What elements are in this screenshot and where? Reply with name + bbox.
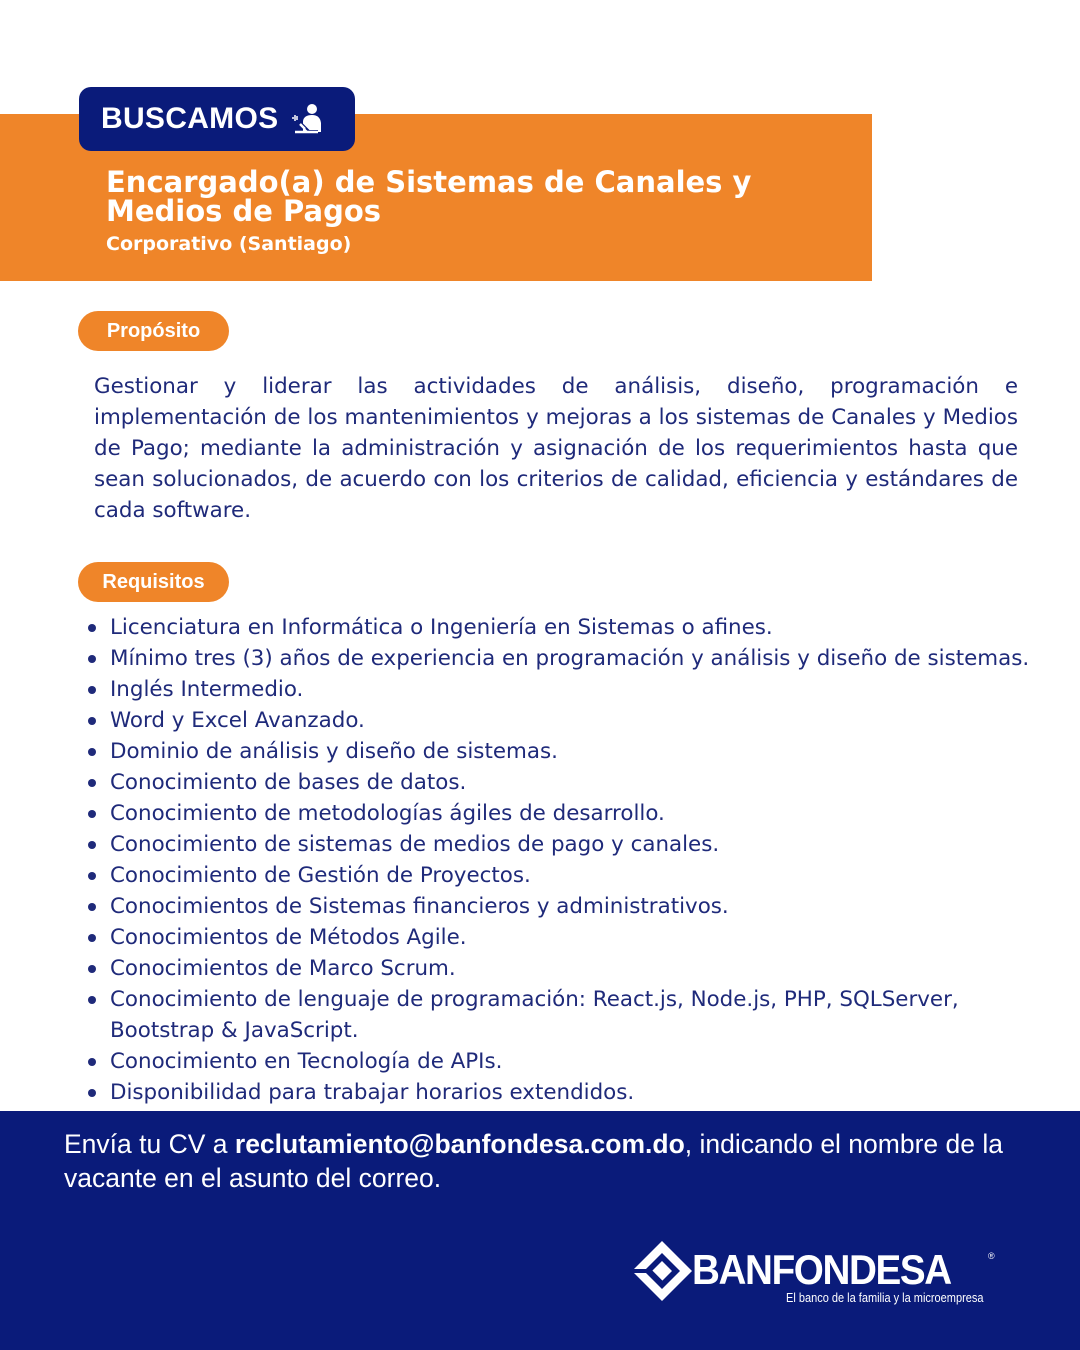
requirement-item: Mínimo tres (3) años de experiencia en programación y análisis y diseño de sistemas. [110, 643, 1050, 674]
footer-band [0, 1111, 1080, 1350]
requirement-item: Conocimiento de metodologías ágiles de desarrollo. [110, 798, 1050, 829]
bullet-dot [88, 996, 96, 1004]
requirement-item: Conocimientos de Métodos Agile. [110, 922, 1050, 953]
bullet-dot [88, 810, 96, 818]
bullet-dot [88, 655, 96, 663]
apply-instructions: Envía tu CV a reclutamiento@banfondesa.com.do, indicando el nombre de la vacante en el asunto del correo. [64, 1129, 1003, 1193]
bullet-dot [88, 1089, 96, 1097]
buscamos-label: BUSCAMOS [101, 102, 279, 135]
bullet-dot [88, 903, 96, 911]
requirement-item: Word y Excel Avanzado. [110, 705, 1050, 736]
job-title: Encargado(a) de Sistemas de Canales y Medios de Pagos [106, 165, 752, 228]
job-location: Corporativo (Santiago) [106, 233, 352, 255]
bullet-dot [88, 748, 96, 756]
bullet-dot [88, 624, 96, 632]
bullet-dot [88, 779, 96, 787]
logo-tagline: El banco de la familia y la microempresa [786, 1291, 984, 1305]
requirement-item: Dominio de análisis y diseño de sistemas. [110, 736, 1050, 767]
bullet-dot [88, 1058, 96, 1066]
requirement-item: Conocimiento de lenguaje de programación: React.js, Node.js, PHP, SQLServer, Bootstrap & JavaScript. [110, 984, 1050, 1046]
requirements-heading: Requisitos [78, 562, 229, 602]
requirement-item: Conocimientos de Sistemas financieros y administrativos. [110, 891, 1050, 922]
requirement-item: Conocimiento de sistemas de medios de pago y canales. [110, 829, 1050, 860]
buscamos-badge [79, 87, 355, 151]
bullet-dot [88, 872, 96, 880]
bullet-dot [88, 686, 96, 694]
requirement-item: Conocimiento de Gestión de Proyectos. [110, 860, 1050, 891]
requirement-item: Licenciatura en Informática o Ingeniería en Sistemas o afines. [110, 612, 1050, 643]
requirement-item: Inglés Intermedio. [110, 674, 1050, 705]
requirement-item: Conocimientos de Marco Scrum. [110, 953, 1050, 984]
requirement-item: Conocimiento de bases de datos. [110, 767, 1050, 798]
registered-mark: ® [988, 1251, 995, 1261]
recruitment-email-link[interactable]: reclutamiento@banfondesa.com.do [234, 1129, 685, 1159]
bullet-dot [88, 965, 96, 973]
logo-wordmark: BANFONDESA [692, 1246, 951, 1293]
bullet-dot [88, 841, 96, 849]
bullet-dot [88, 934, 96, 942]
requirement-item: Conocimiento en Tecnología de APIs. [110, 1046, 1050, 1077]
requirement-item: Disponibilidad para trabajar horarios extendidos. [110, 1077, 1050, 1108]
bullet-dot [88, 717, 96, 725]
requirements-list [110, 612, 1050, 1108]
purpose-heading: Propósito [78, 311, 229, 351]
banfondesa-diamond-logo-icon [630, 1239, 694, 1303]
person-at-laptop-icon [290, 101, 326, 137]
banfondesa-logo [630, 1239, 1010, 1319]
purpose-text: Gestionar y liderar las actividades de análisis, diseño, programación e implementación de los mantenimientos y mejoras a los sistemas de Canales y Medios de Pago; mediante la administración y asignación de los requerimientos hasta que sean solucionados, de acuerdo con los criterios de calidad, eficiencia y estándares de cada software. [94, 374, 1018, 523]
